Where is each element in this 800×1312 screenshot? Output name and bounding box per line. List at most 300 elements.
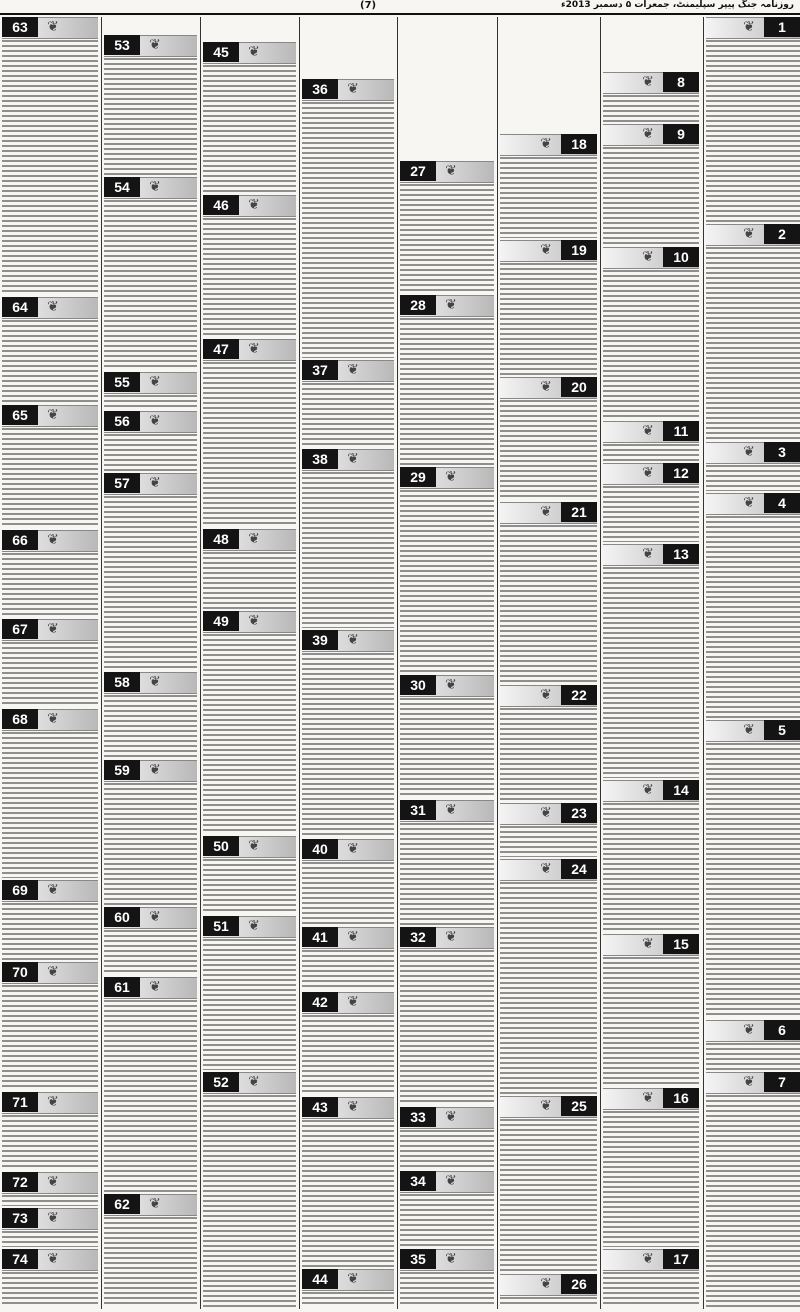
question-item [400,1171,494,1247]
question-item [603,544,699,778]
question-item [302,630,394,837]
question-item [2,297,98,403]
column-rule [703,17,704,1309]
body-text-block [302,1292,394,1307]
question-number: 18 [561,134,597,154]
question-item [104,411,197,471]
question-number: 68 [2,709,38,729]
question-number: 8 [663,72,699,92]
body-text-block [500,826,597,857]
question-item [500,803,597,857]
question-number: 47 [203,339,239,359]
question-item [500,240,597,375]
question-number: 36 [302,79,338,99]
body-text-block [2,642,98,707]
question-item [603,421,699,461]
body-text-block [2,1272,98,1307]
question-item [400,467,494,673]
flower-ornament-icon: ❦ [347,994,359,1010]
question-number: 69 [2,880,38,900]
flower-ornament-icon: ❦ [540,805,552,821]
flower-ornament-icon: ❦ [540,379,552,395]
body-text-block [2,903,98,960]
question-number: 28 [400,295,436,315]
body-text-block [104,1000,197,1192]
question-number: 15 [663,934,699,954]
flower-ornament-icon: ❦ [540,687,552,703]
body-text-block [706,516,800,718]
body-text-block [603,95,699,122]
body-text-block [2,1195,98,1206]
column-rule [397,17,398,1309]
body-text-block [104,58,197,175]
body-text-block [603,957,699,1086]
body-text-block [203,859,296,914]
question-number: 42 [302,992,338,1012]
flower-ornament-icon: ❦ [149,674,161,690]
question-number: 22 [561,685,597,705]
question-item [603,934,699,1086]
question-number: 14 [663,780,699,800]
body-text-block [302,862,394,925]
flower-ornament-icon: ❦ [347,929,359,945]
flower-ornament-icon: ❦ [445,929,457,945]
question-number: 63 [2,17,38,37]
flower-ornament-icon: ❦ [47,1210,59,1226]
question-number: 37 [302,360,338,380]
body-text-block [203,939,296,1070]
question-number: 43 [302,1097,338,1117]
column-rule [497,17,498,1309]
question-item [302,927,394,990]
column-rule [600,17,601,1309]
body-text-block [400,1194,494,1247]
question-item [2,1249,98,1307]
body-text-block [500,882,597,1094]
question-item [603,463,699,542]
question-item [706,442,800,491]
flower-ornament-icon: ❦ [642,74,654,90]
question-item [2,962,98,1090]
question-number: 58 [104,672,140,692]
question-number: 52 [203,1072,239,1092]
masthead: روزنامہ جنگ پیپر سپلیمنٹ، جمعرات ۵ دسمبر 2013ء [560,0,794,10]
flower-ornament-icon: ❦ [248,197,260,213]
header-rule [0,13,800,15]
flower-ornament-icon: ❦ [642,936,654,952]
page-number: (7) [360,0,377,11]
body-text-block [2,732,98,878]
flower-ornament-icon: ❦ [445,163,457,179]
question-number: 10 [663,247,699,267]
body-text-block [302,1015,394,1095]
question-number: 54 [104,177,140,197]
question-number: 13 [663,544,699,564]
body-text-block [302,653,394,837]
flower-ornament-icon: ❦ [347,841,359,857]
flower-ornament-icon: ❦ [445,1109,457,1125]
column-2 [603,17,699,1309]
question-item [203,195,296,337]
question-number: 45 [203,42,239,62]
body-text-block [706,465,800,491]
flower-ornament-icon: ❦ [540,504,552,520]
flower-ornament-icon: ❦ [445,1251,457,1267]
body-text-block [400,490,494,673]
body-text-block [104,434,197,471]
question-item [603,1249,699,1307]
body-text-block [603,444,699,461]
flower-ornament-icon: ❦ [642,782,654,798]
question-number: 57 [104,473,140,493]
question-item [302,79,394,358]
question-number: 20 [561,377,597,397]
question-number: 51 [203,916,239,936]
question-item [2,1172,98,1206]
question-number: 40 [302,839,338,859]
body-text-block [500,400,597,500]
body-text-block [203,218,296,337]
body-text-block [104,395,197,409]
question-number: 59 [104,760,140,780]
question-item [104,760,197,905]
question-item [706,17,800,222]
body-text-block [203,362,296,527]
question-item [706,720,800,1018]
question-number: 48 [203,529,239,549]
question-item [104,177,197,370]
question-item [2,1208,98,1247]
question-number: 33 [400,1107,436,1127]
body-text-block [500,525,597,683]
question-item [603,780,699,932]
question-item [203,339,296,527]
flower-ornament-icon: ❦ [642,546,654,562]
flower-ornament-icon: ❦ [540,136,552,152]
body-text-block [400,318,494,465]
flower-ornament-icon: ❦ [347,362,359,378]
flower-ornament-icon: ❦ [248,1074,260,1090]
question-item [706,493,800,718]
question-number: 38 [302,449,338,469]
body-text-block [603,567,699,778]
flower-ornament-icon: ❦ [47,299,59,315]
question-item [203,611,296,834]
body-text-block [500,1119,597,1272]
flower-ornament-icon: ❦ [149,1196,161,1212]
body-text-block [2,1231,98,1247]
question-number: 29 [400,467,436,487]
flower-ornament-icon: ❦ [149,909,161,925]
question-item [104,1194,197,1307]
body-text-block [2,1115,98,1170]
question-number: 64 [2,297,38,317]
question-number: 66 [2,530,38,550]
flower-ornament-icon: ❦ [248,918,260,934]
question-number: 49 [203,611,239,631]
flower-ornament-icon: ❦ [47,1174,59,1190]
flower-ornament-icon: ❦ [149,475,161,491]
question-number: 61 [104,977,140,997]
flower-ornament-icon: ❦ [642,126,654,142]
column-3 [500,17,597,1309]
question-item [2,530,98,617]
column-8 [2,17,98,1309]
question-number: 2 [764,224,800,244]
column-6 [203,17,296,1309]
question-item [302,449,394,628]
question-item [500,1096,597,1272]
question-item [400,295,494,465]
body-text-block [104,496,197,670]
body-text-block [2,428,98,528]
question-item [104,473,197,670]
question-item [203,1072,296,1307]
question-item [500,502,597,683]
body-text-block [302,383,394,447]
question-number: 6 [764,1020,800,1040]
flower-ornament-icon: ❦ [540,1098,552,1114]
question-item [2,880,98,960]
question-item [302,839,394,925]
question-number: 34 [400,1171,436,1191]
flower-ornament-icon: ❦ [743,722,755,738]
body-text-block [2,553,98,617]
question-item [400,675,494,798]
flower-ornament-icon: ❦ [149,179,161,195]
question-item [400,161,494,293]
column-1 [706,17,800,1309]
flower-ornament-icon: ❦ [149,762,161,778]
question-item [203,42,296,193]
body-text-block [104,695,197,758]
question-number: 56 [104,411,140,431]
body-text-block [400,698,494,798]
question-number: 39 [302,630,338,650]
question-number: 4 [764,493,800,513]
flower-ornament-icon: ❦ [642,423,654,439]
body-text-block [603,1272,699,1307]
flower-ornament-icon: ❦ [540,242,552,258]
body-text-block [400,1130,494,1169]
question-item [104,907,197,975]
question-item [104,977,197,1192]
flower-ornament-icon: ❦ [47,1251,59,1267]
flower-ornament-icon: ❦ [149,413,161,429]
question-item [203,916,296,1070]
question-item [500,377,597,500]
flower-ornament-icon: ❦ [743,1074,755,1090]
question-number: 3 [764,442,800,462]
question-item [400,927,494,1105]
question-item [2,709,98,878]
question-number: 16 [663,1088,699,1108]
body-text-block [104,930,197,975]
flower-ornament-icon: ❦ [642,1090,654,1106]
flower-ornament-icon: ❦ [445,297,457,313]
flower-ornament-icon: ❦ [47,532,59,548]
flower-ornament-icon: ❦ [47,407,59,423]
flower-ornament-icon: ❦ [540,861,552,877]
body-text-block [302,472,394,628]
body-text-block [706,1043,800,1070]
body-text-block [603,486,699,542]
question-item [2,405,98,528]
flower-ornament-icon: ❦ [445,469,457,485]
body-text-block [302,102,394,358]
body-text-block [603,803,699,932]
body-text-block [706,1095,800,1307]
flower-ornament-icon: ❦ [47,1094,59,1110]
question-item [706,224,800,440]
body-text-block [603,1111,699,1247]
question-item [500,685,597,801]
body-text-block [302,950,394,990]
question-number: 19 [561,240,597,260]
question-number: 17 [663,1249,699,1269]
body-text-block [400,1272,494,1307]
question-number: 32 [400,927,436,947]
body-text-block [500,263,597,375]
flower-ornament-icon: ❦ [149,374,161,390]
question-item [302,992,394,1095]
flower-ornament-icon: ❦ [248,341,260,357]
column-7 [104,17,197,1309]
flower-ornament-icon: ❦ [248,44,260,60]
body-text-block [203,634,296,834]
flower-ornament-icon: ❦ [642,465,654,481]
question-number: 71 [2,1092,38,1112]
question-item [603,247,699,419]
question-item [302,1269,394,1307]
body-text-block [706,743,800,1018]
body-text-block [500,708,597,801]
flower-ornament-icon: ❦ [743,1022,755,1038]
question-number: 23 [561,803,597,823]
flower-ornament-icon: ❦ [743,444,755,460]
question-number: 65 [2,405,38,425]
question-item [603,124,699,245]
column-4 [400,17,494,1309]
flower-ornament-icon: ❦ [540,1276,552,1292]
question-number: 55 [104,372,140,392]
body-text-block [500,157,597,238]
question-item [2,1092,98,1170]
body-text-block [2,40,98,295]
flower-ornament-icon: ❦ [347,81,359,97]
flower-ornament-icon: ❦ [248,531,260,547]
flower-ornament-icon: ❦ [743,226,755,242]
flower-ornament-icon: ❦ [248,838,260,854]
question-item [302,1097,394,1267]
flower-ornament-icon: ❦ [743,495,755,511]
question-number: 30 [400,675,436,695]
flower-ornament-icon: ❦ [445,1173,457,1189]
question-item [706,1020,800,1070]
flower-ornament-icon: ❦ [47,621,59,637]
body-text-block [400,823,494,925]
flower-ornament-icon: ❦ [445,677,457,693]
body-text-block [400,950,494,1105]
question-number: 24 [561,859,597,879]
flower-ornament-icon: ❦ [248,613,260,629]
body-text-block [104,783,197,905]
flower-ornament-icon: ❦ [47,711,59,727]
question-item [400,800,494,925]
question-number: 27 [400,161,436,181]
flower-ornament-icon: ❦ [149,979,161,995]
question-item [203,836,296,914]
body-text-block [104,1217,197,1307]
body-text-block [104,200,197,370]
question-number: 73 [2,1208,38,1228]
question-number: 9 [663,124,699,144]
column-rule [299,17,300,1309]
body-text-block [2,320,98,403]
question-number: 12 [663,463,699,483]
question-number: 35 [400,1249,436,1269]
question-number: 26 [561,1274,597,1294]
flower-ornament-icon: ❦ [347,451,359,467]
question-item [302,360,394,447]
question-number: 11 [663,421,699,441]
question-item [500,859,597,1094]
body-text-block [603,147,699,245]
question-number: 1 [764,17,800,37]
question-number: 70 [2,962,38,982]
question-item [2,17,98,295]
question-number: 41 [302,927,338,947]
question-item [104,672,197,758]
question-number: 25 [561,1096,597,1116]
question-number: 31 [400,800,436,820]
question-number: 67 [2,619,38,639]
flower-ornament-icon: ❦ [445,802,457,818]
flower-ornament-icon: ❦ [642,1251,654,1267]
question-item [706,1072,800,1307]
question-item [2,619,98,707]
flower-ornament-icon: ❦ [347,1099,359,1115]
flower-ornament-icon: ❦ [47,964,59,980]
question-item [500,134,597,238]
question-item [104,372,197,409]
question-item [500,1274,597,1307]
body-text-block [706,40,800,222]
question-number: 74 [2,1249,38,1269]
question-item [603,72,699,122]
body-text-block [302,1120,394,1267]
question-item [400,1107,494,1169]
question-item [603,1088,699,1247]
question-number: 72 [2,1172,38,1192]
flower-ornament-icon: ❦ [149,37,161,53]
body-text-block [2,985,98,1090]
flower-ornament-icon: ❦ [642,249,654,265]
body-text-block [400,184,494,293]
question-number: 50 [203,836,239,856]
column-rule [200,17,201,1309]
body-text-block [706,247,800,440]
question-number: 7 [764,1072,800,1092]
question-item [203,529,296,609]
flower-ornament-icon: ❦ [47,19,59,35]
flower-ornament-icon: ❦ [347,1271,359,1287]
column-5 [302,17,394,1309]
question-number: 60 [104,907,140,927]
body-text-block [203,552,296,609]
question-number: 46 [203,195,239,215]
question-number: 44 [302,1269,338,1289]
